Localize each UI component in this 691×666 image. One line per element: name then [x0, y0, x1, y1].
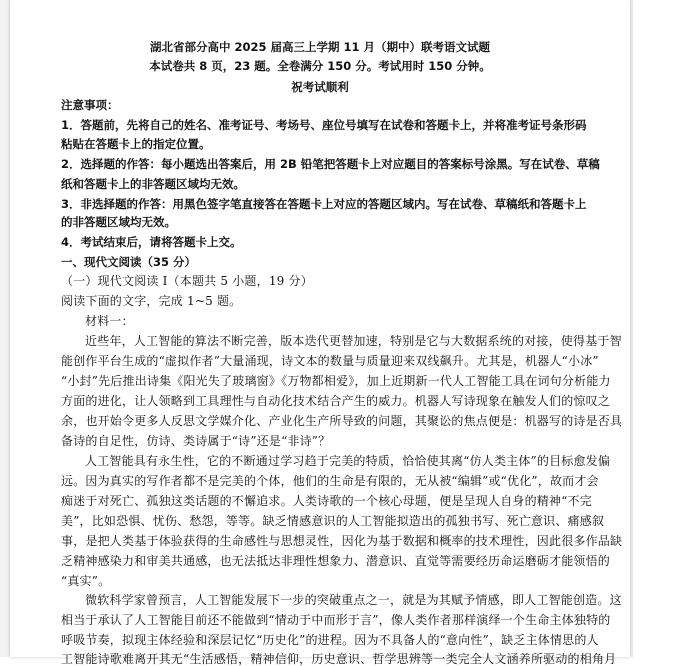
document-page: [10, 0, 630, 666]
notice-line: 1．答题前，先将自己的姓名、准考证号、考场号、座位号填写在试卷和答题卡上，并将准考证号条形码: [61, 118, 587, 132]
notice-line: 纸和答题卡上的非答题区域均无效。: [61, 177, 245, 191]
viewer-side-margin: [632, 0, 691, 657]
notice-line: 的非答题区域均无效。: [61, 215, 176, 229]
body-line: 能创作平台生成的“虚拟作者”大量涌现，诗文本的数量与质量迎来双线飙升。尤其是，机器人“小冰”: [61, 354, 599, 368]
material-label: 材料一：: [85, 314, 134, 328]
body-line: 呼吸节奏，拟现主体经验和深层记忆“历史化”的进程。因为不具备人的“意向性”，缺乏主体情思的人: [61, 633, 599, 647]
body-line: 工智能诗歌难离开其无“生活感悟，精神信仰，历史意识、哲学思辨等一类完全人文涵养所驱动的相角月: [61, 652, 617, 666]
subsection-heading: （一）现代文阅读 I（本题共 5 小题，19 分）: [61, 274, 313, 288]
body-line: 人工智能具有永生性，它的不断通过学习趋于完美的特质，恰恰使其离“仿人类主体”的目标愈发偏: [85, 454, 611, 468]
body-line: 余，也开始令更多人反思文学媒介化、产业化生产所导致的问题，其聚讼的焦点便是：机器写的诗是否具: [61, 414, 623, 428]
body-line: “真实”。: [61, 574, 111, 588]
body-line: 方面的进化，让人领略到工具理性与自动化技术结合产生的威力。机器人写诗现象在触发人们的惊叹之: [61, 394, 611, 408]
section-heading: 一、现代文阅读（35 分）: [61, 255, 197, 269]
body-line: 乏精神感染力和审美共通感，也无法抵达非理性想象力、潜意识、直觉等需要经历命运磨砺才能领悟的: [61, 554, 611, 568]
body-line: 近些年，人工智能的算法不断完善，版本迭代更替加速，特别是它与大数据系统的对接，使得基于智: [85, 334, 622, 348]
notice-line: 2．选择题的作答：每小题选出答案后，用 2B 铅笔把答题卡上对应题目的答案标号涂黑。写在试卷、草稿: [61, 157, 600, 171]
body-line: 事，是把人类基于体验获得的生命感性与思想灵性，因化为基于数据和概率的技术理性，因此很多作品缺: [61, 534, 623, 548]
doc-wish: 祝考试顺利: [291, 80, 349, 94]
notice-heading: 注意事项：: [61, 98, 119, 112]
doc-title: 湖北省部分高中 2025 届高三上学期 11 月（期中）联考语文试题: [149, 40, 491, 54]
notice-line: 粘贴在答题卡上的指定位置。: [61, 137, 211, 151]
notice-line: 3．非选择题的作答：用黑色签字笔直接答在答题卡上对应的答题区域内。写在试卷、草稿纸和答题卡上: [61, 197, 587, 211]
body-line: 美”，比如恐惧、忧伤、愁怨，等等。缺乏情感意识的人工智能拟造出的孤独书写、死亡意识、痛感叙: [61, 514, 605, 528]
body-line: 微软科学家曾预言，人工智能发展下一步的突破重点之一，就是为其赋予情感，即人工智能创造。这: [85, 593, 622, 607]
body-line: 远。因为真实的写作者都不是完美的个体，他们的生命是有限的，无从被“编辑”或“优化”，故而才会: [61, 474, 599, 488]
instruction-text: 阅读下面的文字，完成 1~5 题。: [61, 294, 242, 308]
notice-line: 4．考试结束后，请将答题卡上交。: [61, 235, 242, 249]
body-line: “小封”先后推出诗集《阳光失了玻璃窗》《万物都相爱》，加上近期新一代人工智能工具在词句分析能力: [61, 374, 611, 388]
body-line: 痴迷于对死亡、孤独这类话题的不懈追求。人类诗歌的一个核心母题，便是呈现人自身的精神“不完: [61, 494, 592, 508]
body-line: 备诗的自足性，仿诗、类诗属于“诗”还是“非诗”？: [61, 434, 331, 448]
doc-subtitle: 本试卷共 8 页，23 题。全卷满分 150 分。考试用时 150 分钟。: [149, 59, 491, 73]
body-line: 相当于承认了人工智能目前还不能做到“情动于中而形于言”，像人类作者那样演绎一个生命主体独特的: [61, 613, 611, 627]
